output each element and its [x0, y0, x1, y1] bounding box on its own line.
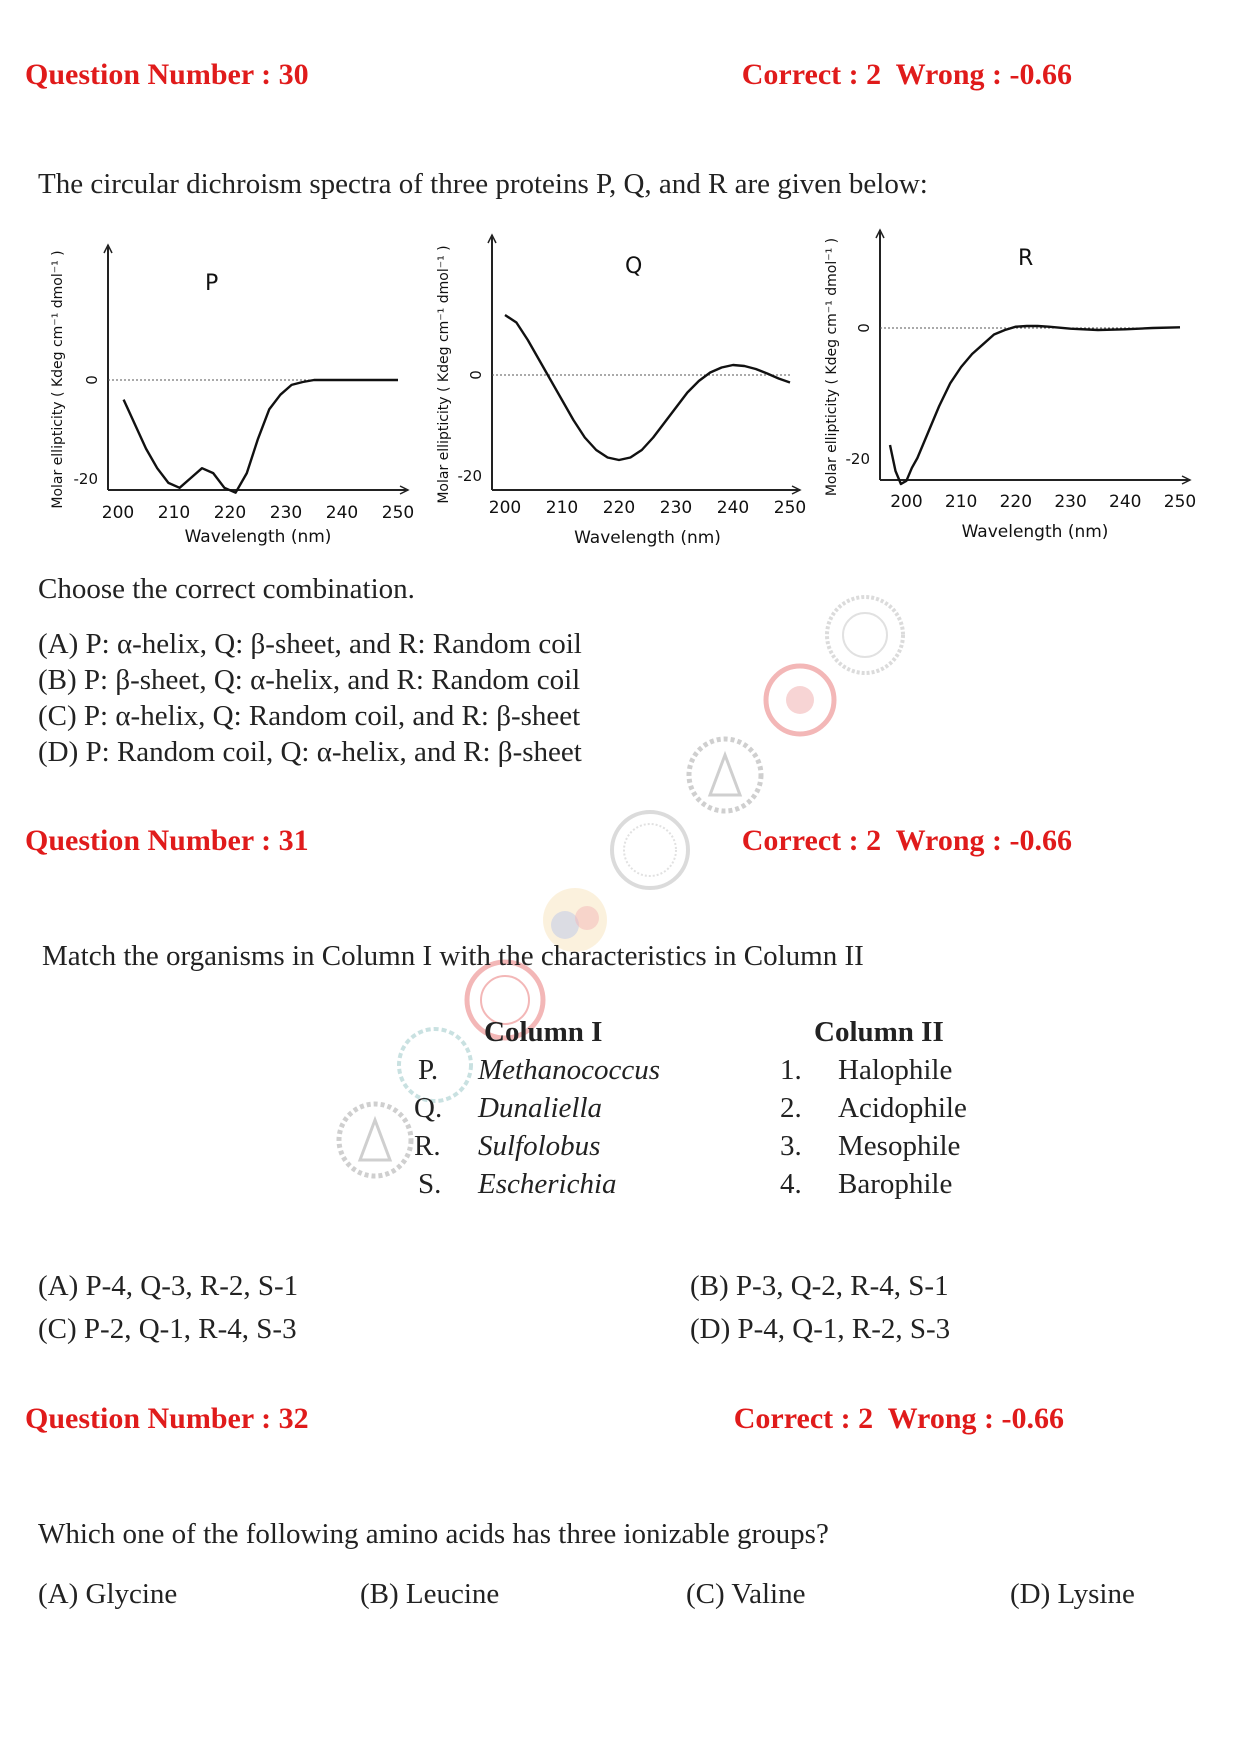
- column-1-key: P.: [418, 1054, 439, 1086]
- seal-watermark: [605, 805, 695, 895]
- y-axis-label: Molar ellipticity ( Kdeg cm⁻¹ dmol⁻¹ ): [824, 237, 840, 497]
- option-32-a[interactable]: (A) Glycine: [38, 1578, 178, 1610]
- y-axis-label: Molar ellipticity ( Kdeg cm⁻¹ dmol⁻¹ ): [50, 250, 66, 509]
- column-2-header: Column II: [814, 1016, 944, 1048]
- cd-chart-r: [824, 230, 1196, 542]
- question-number-30: Question Number : 30: [25, 58, 309, 91]
- column-1-key: R.: [414, 1130, 441, 1162]
- chart-title: Q: [625, 254, 643, 279]
- option-32-d[interactable]: (D) Lysine: [1010, 1578, 1135, 1610]
- x-tick-label: 200: [890, 492, 923, 512]
- column-1-key: S.: [418, 1168, 442, 1200]
- column-1-item: Sulfolobus: [478, 1130, 601, 1162]
- x-tick-label: 250: [1163, 492, 1197, 512]
- option-32-b[interactable]: (B) Leucine: [360, 1578, 500, 1610]
- question-stem-31: Match the organisms in Column I with the characteristics in Column II: [42, 940, 864, 972]
- option-31-d[interactable]: (D) P-4, Q-1, R-2, S-3: [690, 1313, 951, 1345]
- column-2-key: 2.: [780, 1092, 802, 1124]
- column-2-item: Mesophile: [838, 1130, 961, 1162]
- y-tick-label: -20: [457, 467, 482, 485]
- x-tick-label: 240: [325, 503, 359, 523]
- question-stem-30: The circular dichroism spectra of three proteins P, Q, and R are given below:: [38, 168, 928, 200]
- cd-curve: [505, 315, 790, 460]
- x-tick-label: 220: [602, 498, 636, 518]
- x-tick-label: 240: [1109, 492, 1142, 512]
- seal-watermark: [760, 660, 840, 740]
- y-tick-label: -20: [73, 470, 98, 488]
- cd-chart-p: [50, 245, 414, 547]
- question-number-32: Question Number : 32: [25, 1402, 309, 1435]
- x-tick-label: 250: [381, 503, 415, 523]
- x-tick-label: 200: [101, 503, 135, 523]
- option-30-b[interactable]: (B) P: β-sheet, Q: α-helix, and R: Random coil: [38, 664, 581, 696]
- option-30-c[interactable]: (C) P: α-helix, Q: Random coil, and R: β-sheet: [38, 700, 581, 732]
- cd-chart-q: [436, 235, 806, 548]
- option-31-a[interactable]: (A) P-4, Q-3, R-2, S-1: [38, 1270, 299, 1302]
- x-axis-label: Wavelength (nm): [961, 522, 1109, 542]
- x-tick-label: 210: [157, 503, 191, 523]
- x-axis-label: Wavelength (nm): [574, 528, 721, 548]
- x-tick-label: 230: [1054, 492, 1087, 512]
- x-tick-label: 230: [659, 498, 693, 518]
- y-tick-label: 0: [467, 370, 485, 380]
- y-tick-label: -20: [845, 450, 870, 468]
- column-1-item: Escherichia: [478, 1168, 617, 1200]
- cd-curve: [124, 380, 398, 493]
- marks-30: Correct : 2 Wrong : -0.66: [741, 58, 1072, 91]
- x-tick-label: 240: [716, 498, 750, 518]
- seal-watermark: [330, 1095, 420, 1185]
- cd-spectra-figure: [0, 210, 1240, 570]
- marks-31: Correct : 2 Wrong : -0.66: [741, 824, 1072, 857]
- option-30-d[interactable]: (D) P: Random coil, Q: α-helix, and R: β-sheet: [38, 736, 582, 768]
- x-tick-label: 210: [944, 492, 978, 512]
- column-1-header: Column I: [484, 1016, 603, 1048]
- instruction-30: Choose the correct combination.: [38, 573, 415, 605]
- column-2-item: Acidophile: [838, 1092, 967, 1124]
- option-32-c[interactable]: (C) Valine: [686, 1578, 806, 1610]
- column-2-item: Halophile: [838, 1054, 953, 1086]
- column-1-item: Dunaliella: [478, 1092, 603, 1124]
- x-tick-label: 210: [545, 498, 579, 518]
- option-31-c[interactable]: (C) P-2, Q-1, R-4, S-3: [38, 1313, 297, 1345]
- chart-title: R: [1018, 246, 1034, 271]
- x-tick-label: 220: [213, 503, 247, 523]
- y-tick-label: 0: [855, 323, 873, 333]
- marks-32: Correct : 2 Wrong : -0.66: [733, 1402, 1064, 1435]
- cd-curve: [890, 326, 1180, 484]
- option-31-b[interactable]: (B) P-3, Q-2, R-4, S-1: [690, 1270, 949, 1302]
- x-axis-label: Wavelength (nm): [184, 527, 332, 547]
- y-tick-label: 0: [83, 375, 101, 385]
- y-axis-label: Molar ellipticity ( Kdeg cm⁻¹ dmol⁻¹ ): [436, 245, 452, 504]
- x-tick-label: 220: [999, 492, 1033, 512]
- column-2-item: Barophile: [838, 1168, 953, 1200]
- x-tick-label: 250: [773, 498, 807, 518]
- chart-title: P: [205, 271, 219, 296]
- question-number-31: Question Number : 31: [25, 824, 309, 857]
- column-2-key: 3.: [780, 1130, 802, 1162]
- column-1-key: Q.: [414, 1092, 443, 1124]
- x-tick-label: 230: [269, 503, 303, 523]
- option-30-a[interactable]: (A) P: α-helix, Q: β-sheet, and R: Random coil: [38, 628, 582, 660]
- column-1-item: Methanococcus: [478, 1054, 660, 1086]
- x-tick-label: 200: [488, 498, 522, 518]
- column-2-key: 1.: [780, 1054, 802, 1086]
- column-2-key: 4.: [780, 1168, 802, 1200]
- question-stem-32: Which one of the following amino acids has three ionizable groups?: [38, 1518, 829, 1550]
